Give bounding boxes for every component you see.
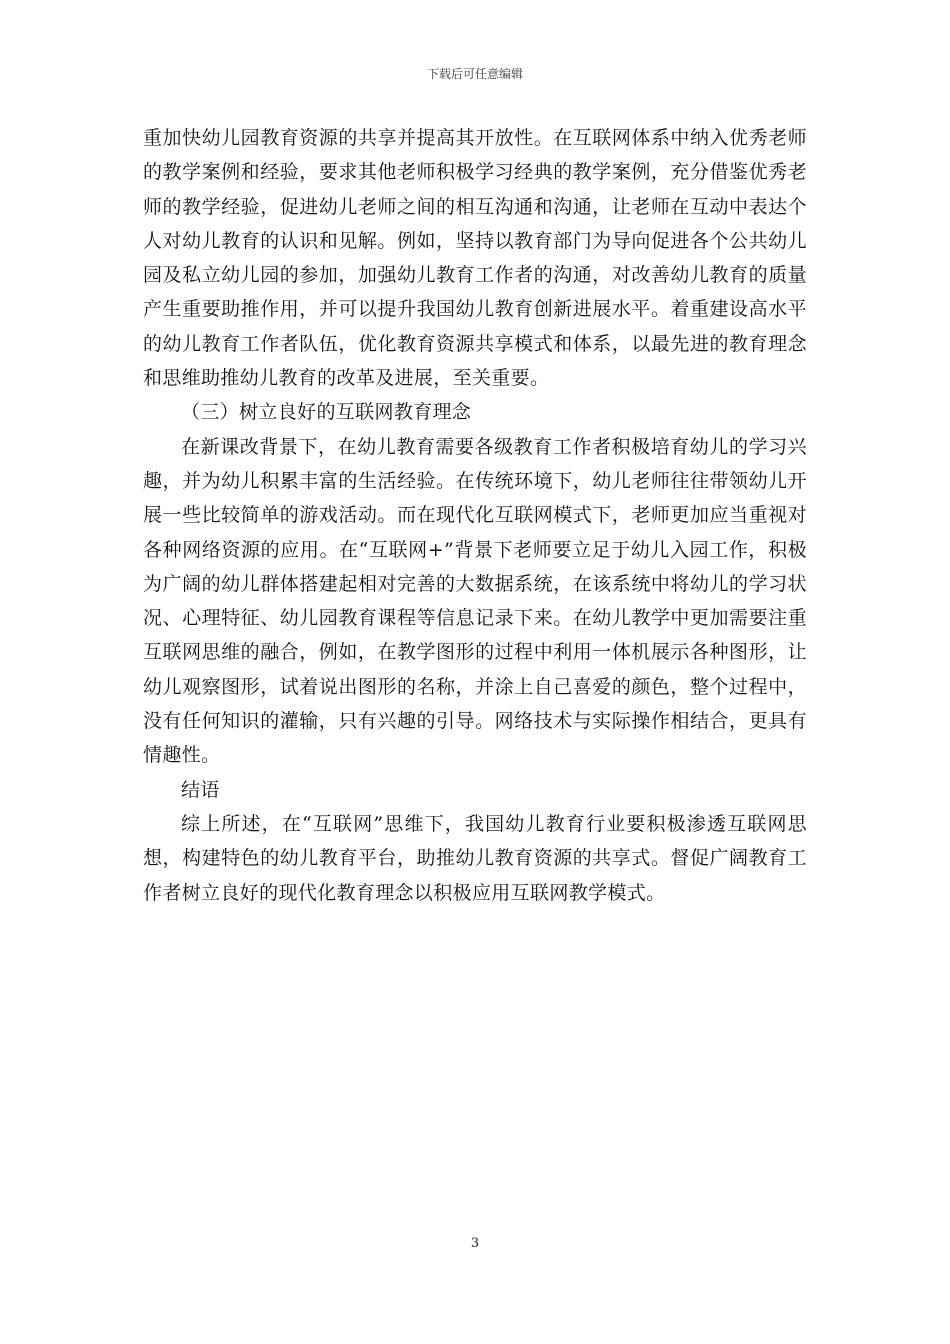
conclusion-heading: 结语 [181,778,220,801]
document-body [143,121,807,910]
body-paragraph-1: 重加快幼儿园教育资源的共享并提高其开放性。在互联网体系中纳入优秀老师的教学案例和经验，要求其他老师积极学习经典的教学案例，充分借鉴优秀老师的教学经验，促进幼儿老师之间的相互沟通和沟通，让老师在互动中表达个人对幼儿教育的认识和见解。例如，坚持以教育部门为导向促进各个公共幼儿园及私立幼儿园的参加，加强幼儿教育工作者的沟通，对改善幼儿教育的质量产生重要助推作用，并可以提升我国幼儿教育创新进展水平。着重建设高水平的幼儿教育工作者队伍，优化教育资源共享模式和体系，以最先进的教育理念和思维助推幼儿教育的改革及进展，至关重要。 [143,127,807,390]
body-paragraph-2: 在新课改背景下，在幼儿教育需要各级教育工作者积极培育幼儿的学习兴趣，并为幼儿积累丰富的生活经验。在传统环境下，幼儿老师往往带领幼儿开展一些比较简单的游戏活动。而在现代化互联网模式下，老师更加应当重视对各种网络资源的应用。在“互联网+”背景下老师要立足于幼儿入园工作，积极为广阔的幼儿群体搭建起相对完善的大数据系统，在该系统中将幼儿的学习状况、心理特征、幼儿园教育课程等信息记录下来。在幼儿教学中更加需要注重互联网思维的融合，例如，在教学图形的过程中利用一体机展示各种图形，让幼儿观察图形，试着说出图形的名称，并涂上自己喜爱的颜色，整个过程中，没有任何知识的灌输，只有兴趣的引导。网络技术与实际操作相结合，更具有情趣性。 [143,435,807,767]
page-number: 3 [470,1236,480,1251]
section-heading-3: （三）树立良好的互联网教育理念 [181,401,472,424]
page-header: 下载后可任意编辑 [426,67,523,81]
body-paragraph-3: 综上所述，在“互联网”思维下，我国幼儿教育行业要积极渗透互联网思想，构建特色的幼儿教育平台，助推幼儿教育资源的共享式。督促广阔教育工作者树立良好的现代化教育理念以积极应用互联网教学模式。 [143,812,807,904]
